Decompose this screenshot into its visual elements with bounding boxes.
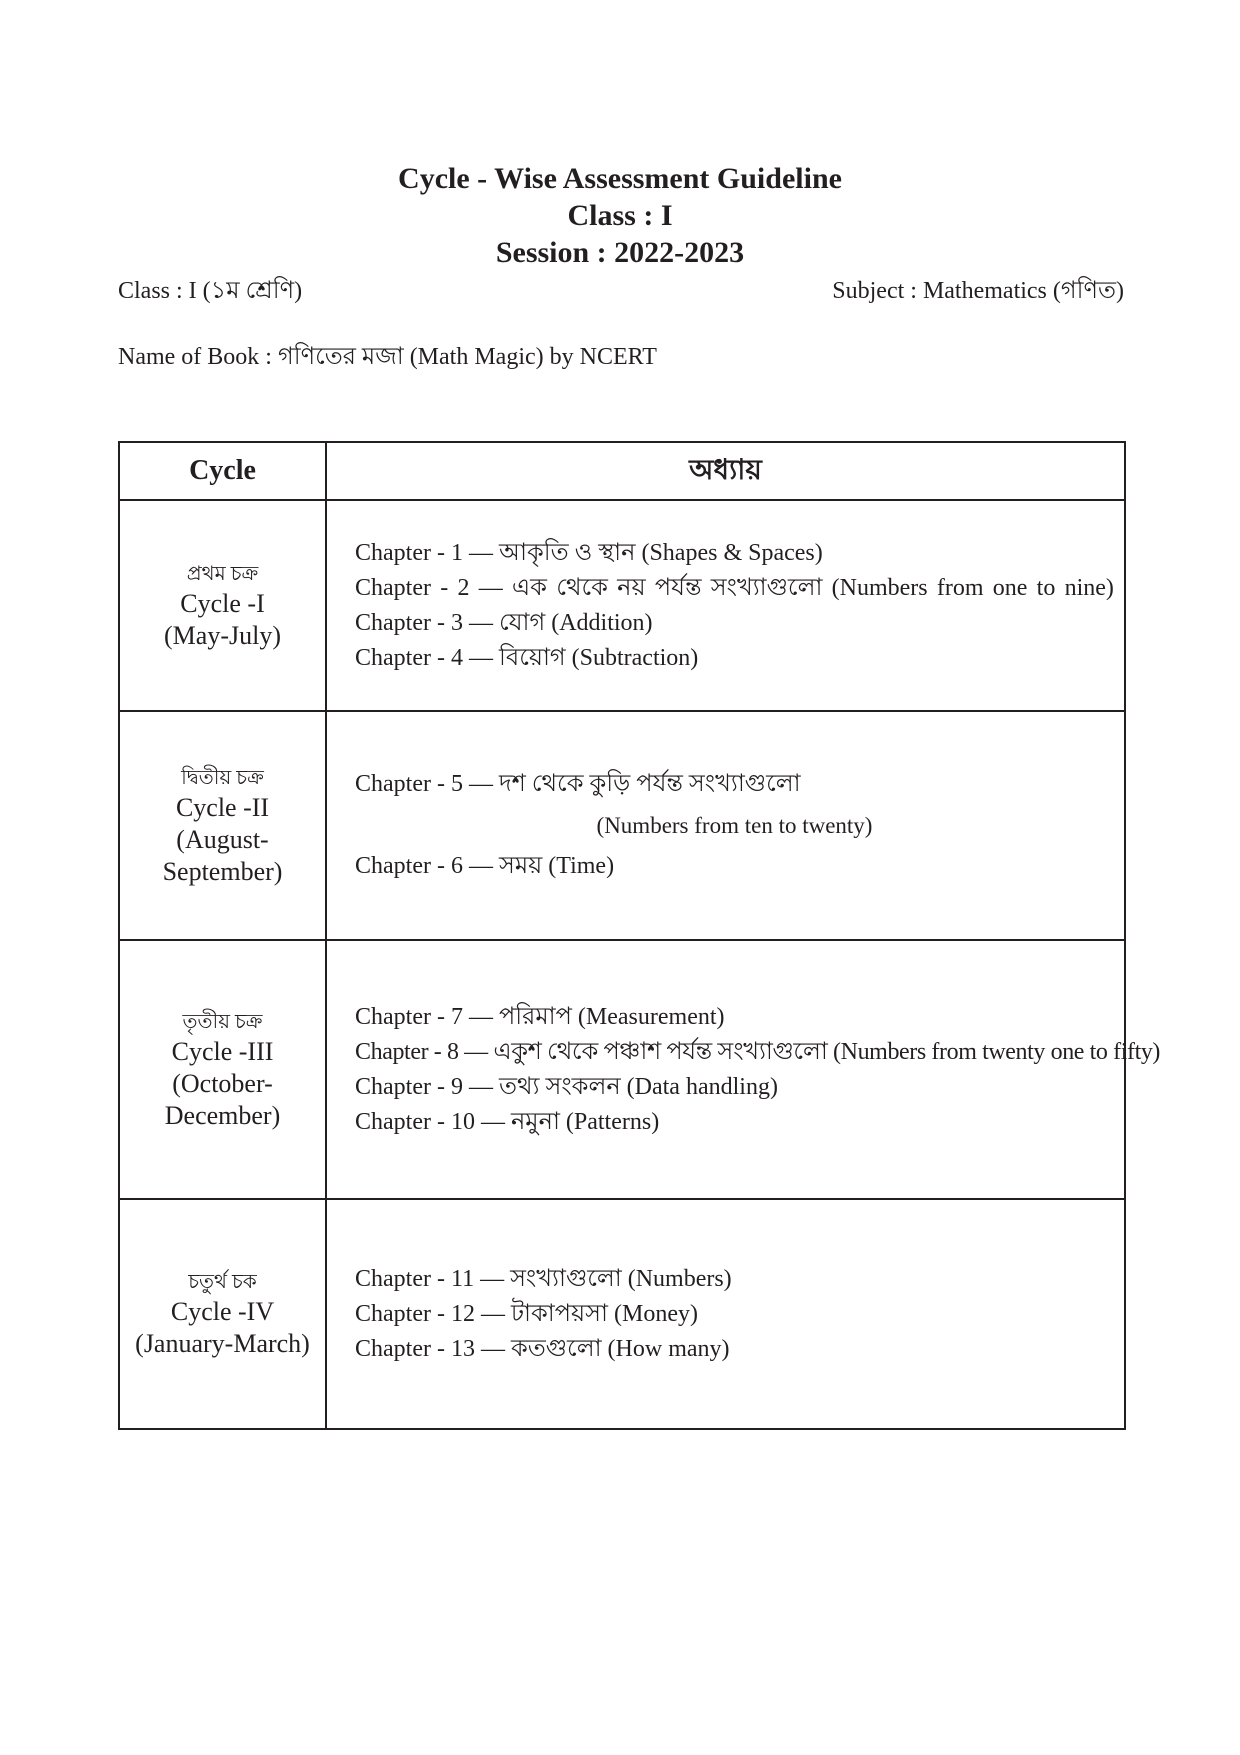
chapters-cell [326,711,1125,940]
cycle-months: (January-March) [135,1329,310,1358]
chapter-2-word: (Numbers [831,574,928,601]
cycle-months: (October- [172,1068,273,1098]
cycle-bengali-label: তৃতীয় চক্র [182,1010,263,1033]
class-label: Class : I (১ম শ্রেণি) [118,278,303,304]
cycle-bengali-label: চতুর্থ চক [188,1271,257,1293]
chapter-2-word: — [478,574,503,601]
cycle-cell [119,1199,326,1429]
chapter-2-word: নয় [617,574,646,601]
chapters-cell [326,500,1125,711]
chapter-2-word: সংখ্যাগুলো [710,574,823,601]
document-header [0,160,1240,271]
chapter-subtitle: (Numbers from ten to twenty) [596,813,873,838]
chapter-item: Chapter - 8 — একুশ থেকে পঞ্চাশ পর্যন্ত সংখ্যাগুলো (Numbers from twenty one to fifty) [355,1038,1161,1065]
table-row [119,940,1125,1199]
cycle-months: September) [162,856,283,886]
header-cycle: Cycle [119,442,326,500]
chapter-2-word: থেকে [556,574,608,601]
chapter-2-word: এক [511,574,547,601]
cycle-name: Cycle -IV [170,1297,275,1326]
header-chapters: অধ্যায় [326,442,1125,500]
chapter-item: Chapter - 13 — কতগুলো (How many) [355,1335,730,1362]
cycle-months: (May-July) [164,620,281,650]
table-row [119,500,1125,711]
chapter-item: Chapter - 3 — যোগ (Addition) [355,609,653,636]
table-row [119,711,1125,940]
chapter-2-word: - [440,574,449,601]
chapter-item: Chapter - 7 — পরিমাপ (Measurement) [355,1003,725,1030]
chapter-2-word: 2 [457,574,470,601]
session-heading: Session : 2022-2023 [495,236,745,269]
cycle-months: December) [164,1100,281,1130]
chapters-cell [326,940,1161,1199]
table-header-row [119,442,1125,500]
subject-label: Subject : Mathematics (গণিত) [832,278,1124,304]
cycle-name: Cycle -II [175,792,270,822]
chapter-2-word: nine) [1064,574,1114,601]
chapter-2-word: Chapter [355,574,431,601]
cycle-cell [119,500,326,711]
cycle-name: Cycle -III [171,1036,274,1066]
document-title: Cycle - Wise Assessment Guideline [398,162,842,195]
chapter-item: Chapter - 5 — দশ থেকে কুড়ি পর্যন্ত সংখ্যাগুলো [355,771,801,797]
chapter-item: Chapter - 11 — সংখ্যাগুলো (Numbers) [355,1265,732,1292]
book-name: Name of Book : গণিতের মজা (Math Magic) by NCERT [118,344,657,370]
cycle-cell [119,940,326,1199]
chapter-item: Chapter - 12 — টাকাপয়সা (Money) [355,1300,698,1327]
cycle-name: Cycle -I [180,588,265,618]
chapter-2-word: from [936,574,984,601]
chapter-item: Chapter - 9 — তথ্য সংকলন (Data handling) [355,1073,778,1100]
chapter-2-word: পর্যন্ত [654,574,702,601]
chapter-2-word: to [1036,574,1056,601]
cycle-cell [119,711,326,940]
cycle-months: (August- [176,824,269,854]
chapter-item [355,571,1114,606]
chapter-item: Chapter - 10 — নমুনা (Patterns) [355,1108,660,1135]
chapter-2-word: one [992,574,1028,601]
syllabus-table [118,441,1161,1430]
chapters-cell [326,1199,1125,1429]
table-row [119,1199,1125,1429]
chapter-item: Chapter - 4 — বিয়োগ (Subtraction) [355,644,699,671]
cycle-bengali-label: প্রথম চক্র [186,562,259,585]
chapter-item: Chapter - 6 — সময় (Time) [355,853,615,879]
class-heading: Class : I [567,199,673,232]
cycle-bengali-label: দ্বিতীয় চক্র [181,766,264,789]
chapter-item: Chapter - 1 — আকৃতি ও স্থান (Shapes & Spaces) [355,539,823,566]
